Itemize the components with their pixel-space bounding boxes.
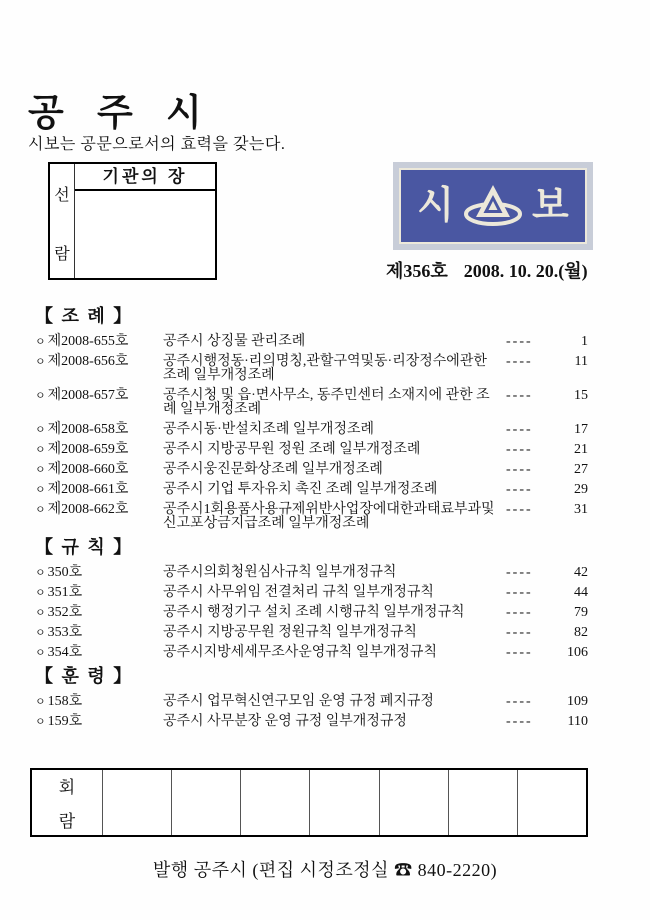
- approval-side-column: [50, 164, 75, 278]
- approval-box: [48, 162, 217, 280]
- item-marker: ㅇ: [35, 567, 46, 579]
- toc-item-number: ㅇ 351호: [35, 585, 83, 600]
- toc-row: [35, 423, 588, 437]
- toc-row: [35, 626, 588, 640]
- item-marker: ㅇ: [35, 336, 46, 348]
- toc-item-number: ㅇ 제2008-657호: [35, 388, 129, 403]
- toc-item-page: 42: [574, 565, 588, 580]
- toc-item-dash: ----: [506, 565, 533, 580]
- toc-item-dash: ----: [506, 502, 533, 517]
- item-marker: ㅇ: [35, 587, 46, 599]
- stamp-char-bo: 보: [532, 185, 569, 227]
- toc-row: [35, 463, 588, 477]
- toc-item-dash: ----: [506, 482, 533, 497]
- toc-item-title: 공주시의회청원심사규칙 일부개정규칙: [163, 565, 397, 580]
- toc-item-dash: ----: [506, 694, 533, 709]
- toc-item-title: 공주시 지방공무원 정원규칙 일부개정규칙: [163, 625, 417, 640]
- circulation-label-cell: [32, 770, 103, 835]
- gazette-subtitle: 시보는 공문으로서의 효력을 갖는다.: [28, 136, 286, 153]
- toc-row: [35, 606, 588, 620]
- toc-item-page: 21: [574, 442, 588, 457]
- circulation-empty-cell: [518, 770, 586, 835]
- toc-row: [35, 566, 588, 580]
- toc-item-dash: ----: [506, 585, 533, 600]
- toc-item-title: 공주시 사무분장 운영 규정 일부개정규정: [163, 714, 407, 729]
- toc-item-number: ㅇ 제2008-660호: [35, 462, 129, 477]
- section-heading: 【 훈 령 】: [35, 666, 134, 686]
- toc-item-number: ㅇ 158호: [35, 694, 83, 709]
- issue-date: 2008. 10. 20.(월): [463, 261, 588, 281]
- toc-item-number: ㅇ 제2008-662호: [35, 502, 129, 517]
- toc-item-dash: ----: [506, 462, 533, 477]
- toc-item-number: ㅇ 제2008-655호: [35, 334, 129, 349]
- toc: [35, 306, 588, 735]
- toc-item-title: 공주시지방세세무조사운영규칙 일부개정규칙: [163, 645, 437, 660]
- toc-item-dash: ----: [506, 334, 533, 349]
- toc-item-title: 공주시 상징물 관리조례: [163, 334, 306, 349]
- toc-item-number: ㅇ 제2008-661호: [35, 482, 129, 497]
- circulation-empty-cell: [449, 770, 518, 835]
- toc-item-title: 공주시 행정기구 설치 조례 시행규칙 일부개정규칙: [163, 605, 465, 620]
- circulation-label-ram: 람: [58, 812, 76, 831]
- item-marker: ㅇ: [35, 696, 46, 708]
- circulation-empty-cell: [310, 770, 379, 835]
- item-marker: ㅇ: [35, 484, 46, 496]
- sibo-stamp-inner: [399, 168, 587, 244]
- toc-row: [35, 483, 588, 497]
- toc-item-page: 79: [574, 605, 588, 620]
- stamp-char-si: 시: [417, 185, 454, 227]
- item-marker: ㅇ: [35, 716, 46, 728]
- toc-item-dash: ----: [506, 422, 533, 437]
- toc-item-title: 공주시동·반설치조례 일부개정조례: [163, 422, 375, 437]
- toc-item-title: 공주시웅진문화상조례 일부개정조례: [163, 462, 383, 477]
- toc-row: [35, 443, 588, 457]
- toc-row: [35, 335, 588, 349]
- toc-row: [35, 646, 588, 660]
- toc-item-dash: ----: [506, 714, 533, 729]
- toc-item-page: 110: [567, 714, 588, 729]
- item-marker: ㅇ: [35, 607, 46, 619]
- item-marker: ㅇ: [35, 444, 46, 456]
- mountain-in-ellipse-icon: [462, 183, 524, 229]
- toc-item-page: 17: [574, 422, 588, 437]
- circulation-empty-cell: [241, 770, 310, 835]
- toc-item-number: ㅇ 제2008-659호: [35, 442, 129, 457]
- toc-item-title: 공주시1회용품사용규제위반사업장에대한과태료부과및신고포상금지급조례 일부개정조례: [163, 502, 495, 531]
- toc-item-number: ㅇ 제2008-656호: [35, 354, 129, 369]
- toc-item-number: ㅇ 352호: [35, 605, 83, 620]
- toc-item-number: ㅇ 제2008-658호: [35, 422, 129, 437]
- toc-item-page: 106: [567, 645, 588, 660]
- toc-item-title: 공주시 업무혁신연구모임 운영 규정 폐지규정: [163, 694, 434, 709]
- circulation-label-hoe: 회: [58, 778, 76, 797]
- toc-row: [35, 503, 588, 531]
- toc-row: [35, 715, 588, 729]
- toc-item-title: 공주시 지방공무원 정원 조례 일부개정조례: [163, 442, 421, 457]
- circulation-empty-cell: [103, 770, 172, 835]
- toc-item-page: 11: [574, 354, 588, 369]
- toc-item-page: 29: [574, 482, 588, 497]
- circulation-table: [30, 768, 588, 837]
- item-marker: ㅇ: [35, 424, 46, 436]
- item-marker: ㅇ: [35, 647, 46, 659]
- toc-row: [35, 586, 588, 600]
- item-marker: ㅇ: [35, 504, 46, 516]
- toc-item-dash: ----: [506, 645, 533, 660]
- toc-item-title: 공주시 기업 투자유치 촉진 조례 일부개정조례: [163, 482, 438, 497]
- toc-item-page: 27: [574, 462, 588, 477]
- toc-item-number: ㅇ 350호: [35, 565, 83, 580]
- page-title: 공 주 시: [28, 93, 214, 134]
- toc-item-title: 공주시 사무위임 전결처리 규칙 일부개정규칙: [163, 585, 434, 600]
- toc-row: [35, 355, 588, 383]
- toc-item-dash: ----: [506, 388, 533, 403]
- approval-label-ram: 람: [54, 246, 70, 263]
- toc-item-number: ㅇ 354호: [35, 645, 83, 660]
- toc-item-dash: ----: [506, 354, 533, 369]
- approval-label-seon: 선: [54, 187, 70, 204]
- toc-item-page: 109: [567, 694, 588, 709]
- toc-item-title: 공주시행정동·리의명칭,관할구역및동·리장정수에관한조례 일부개정조례: [163, 354, 487, 383]
- toc-item-page: 1: [581, 334, 588, 349]
- publisher-footer: 발행 공주시 (편집 시정조정실 ☎ 840-2220): [152, 860, 498, 880]
- section-heading: 【 조 례 】: [35, 306, 134, 326]
- item-marker: ㅇ: [35, 627, 46, 639]
- toc-row: [35, 695, 588, 709]
- item-marker: ㅇ: [35, 356, 46, 368]
- sibo-stamp: [393, 162, 593, 250]
- toc-item-page: 15: [574, 388, 588, 403]
- issue-number: 제356호: [386, 261, 448, 281]
- toc-item-page: 44: [574, 585, 588, 600]
- section-heading: 【 규 칙 】: [35, 537, 134, 557]
- toc-item-page: 82: [574, 625, 588, 640]
- toc-row: [35, 389, 588, 417]
- circulation-empty-cell: [172, 770, 241, 835]
- toc-item-dash: ----: [506, 625, 533, 640]
- approval-main-area: [75, 164, 215, 278]
- toc-item-title: 공주시청 및 읍·면사무소, 동주민센터 소재지에 관한 조례 일부개정조례: [163, 388, 490, 417]
- toc-item-number: ㅇ 159호: [35, 714, 83, 729]
- item-marker: ㅇ: [35, 464, 46, 476]
- circulation-empty-cell: [380, 770, 449, 835]
- toc-item-dash: ----: [506, 442, 533, 457]
- toc-item-page: 31: [574, 502, 588, 517]
- approval-header: 기관의 장: [75, 164, 215, 191]
- toc-item-number: ㅇ 353호: [35, 625, 83, 640]
- item-marker: ㅇ: [35, 390, 46, 402]
- issue-line: [386, 257, 606, 283]
- toc-item-dash: ----: [506, 605, 533, 620]
